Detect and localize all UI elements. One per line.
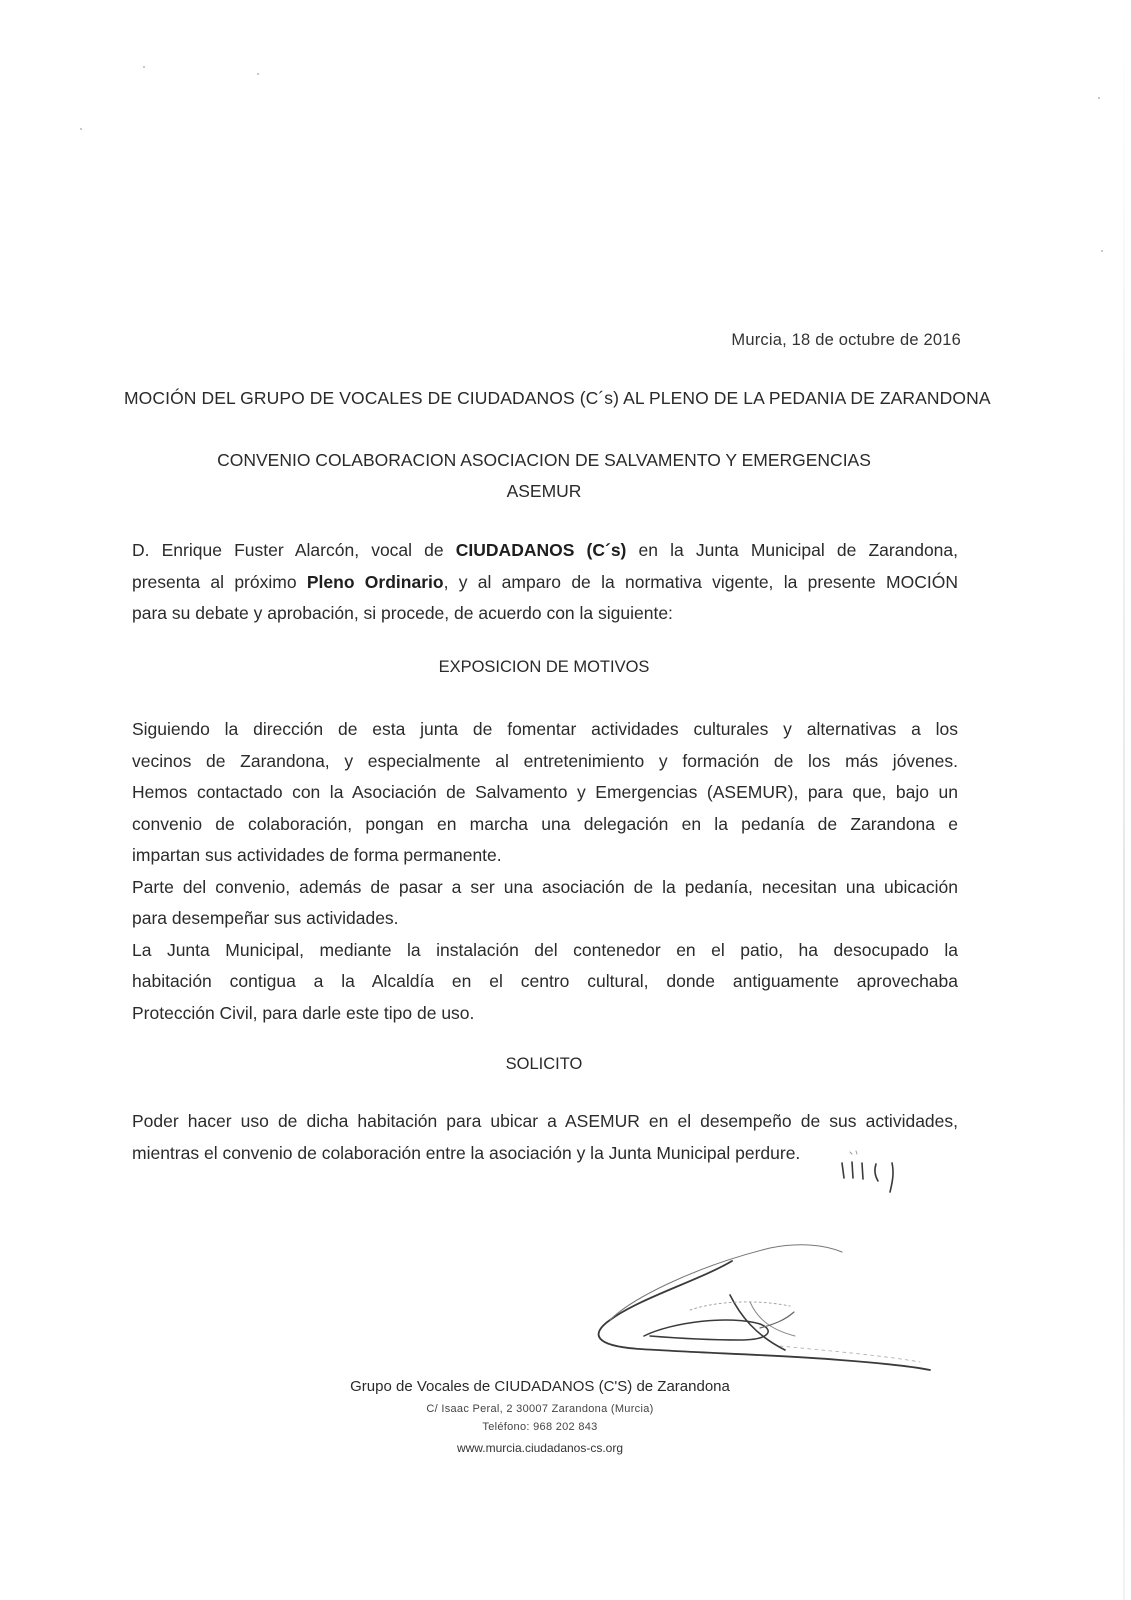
intro-text: , y al amparo de la normativa vigente, la presente MOCIÓN [443, 571, 958, 592]
motivos-line: Hemos contactado con la Asociación de Salvamento y Emergencias (ASEMUR), para que, bajo un [132, 782, 958, 802]
intro-line [132, 535, 958, 567]
footer-group-name: Grupo de Vocales de CIUDADANOS (C'S) de Zarandona [350, 1378, 730, 1395]
scan-speck [1101, 250, 1103, 252]
party-name-bold: CIUDADANOS (C´s) [455, 540, 627, 560]
document-subtitle-acronym: ASEMUR [506, 481, 582, 501]
motivos-line: impartan sus actividades de forma permanente. [132, 845, 502, 865]
intro-text: presenta al próximo [132, 571, 307, 592]
motivos-line: Parte del convenio, además de pasar a ser una asociación de la pedanía, necesitan una ubicación [132, 876, 958, 897]
exposicion-heading: EXPOSICION DE MOTIVOS [438, 658, 650, 676]
motivos-line: habitación contigua a la Alcaldía en el centro cultural, donde antiguamente aprovechaba [132, 971, 958, 991]
motivos-line: La Junta Municipal, mediante la instalación del contenedor en el patio, ha desocupado la [132, 939, 958, 960]
intro-line [132, 567, 958, 599]
document-subtitle: CONVENIO COLABORACION ASOCIACION DE SALVAMENTO Y EMERGENCIAS [217, 450, 871, 470]
scan-edge-shadow [1123, 0, 1125, 1600]
scan-speck [257, 73, 259, 75]
motivos-line: para desempeñar sus actividades. [132, 908, 399, 928]
footer-phone: Teléfono: 968 202 843 [482, 1421, 598, 1433]
motivos-line: vecinos de Zarandona, y especialmente al entretenimiento y formación de los más jóvenes. [132, 750, 958, 771]
footer-website-link[interactable]: www.murcia.ciudadanos-cs.org [456, 1441, 624, 1455]
intro-text: D. Enrique Fuster Alarcón, vocal de [132, 540, 456, 560]
intro-text: en la Junta Municipal de Zarandona, [626, 540, 958, 560]
intro-line: para su debate y aprobación, si procede, de acuerdo con la siguiente: [132, 603, 673, 623]
document-title: MOCIÓN DEL GRUPO DE VOCALES DE CIUDADANOS (C´s) AL PLENO DE LA PEDANIA DE ZARANDONA [124, 388, 991, 408]
scan-speck [143, 66, 145, 68]
motivos-line: Protección Civil, para darle este tipo de uso. [132, 1002, 475, 1023]
scan-speck [1098, 97, 1100, 99]
solicito-line: mientras el convenio de colaboración entre la asociación y la Junta Municipal perdure. [132, 1142, 801, 1163]
solicito-heading: SOLICITO [505, 1055, 583, 1073]
footer-address: C/ Isaac Peral, 2 30007 Zarandona (Murcia) [426, 1403, 654, 1415]
handwritten-signature [580, 1150, 960, 1380]
motivos-line: Siguiendo la dirección de esta junta de fomentar actividades culturales y alternativas a los [132, 719, 958, 739]
motivos-line: convenio de colaboración, pongan en marcha una delegación en la pedanía de Zarandona e [132, 813, 958, 834]
motivos-paragraph [132, 714, 958, 1029]
document-date: Murcia, 18 de octubre de 2016 [731, 331, 961, 349]
solicito-line: Poder hacer uso de dicha habitación para ubicar a ASEMUR en el desempeño de sus actividades, [132, 1111, 958, 1131]
pleno-ordinario-bold: Pleno Ordinario [306, 571, 444, 592]
scan-speck [80, 128, 82, 130]
intro-paragraph [132, 535, 958, 630]
